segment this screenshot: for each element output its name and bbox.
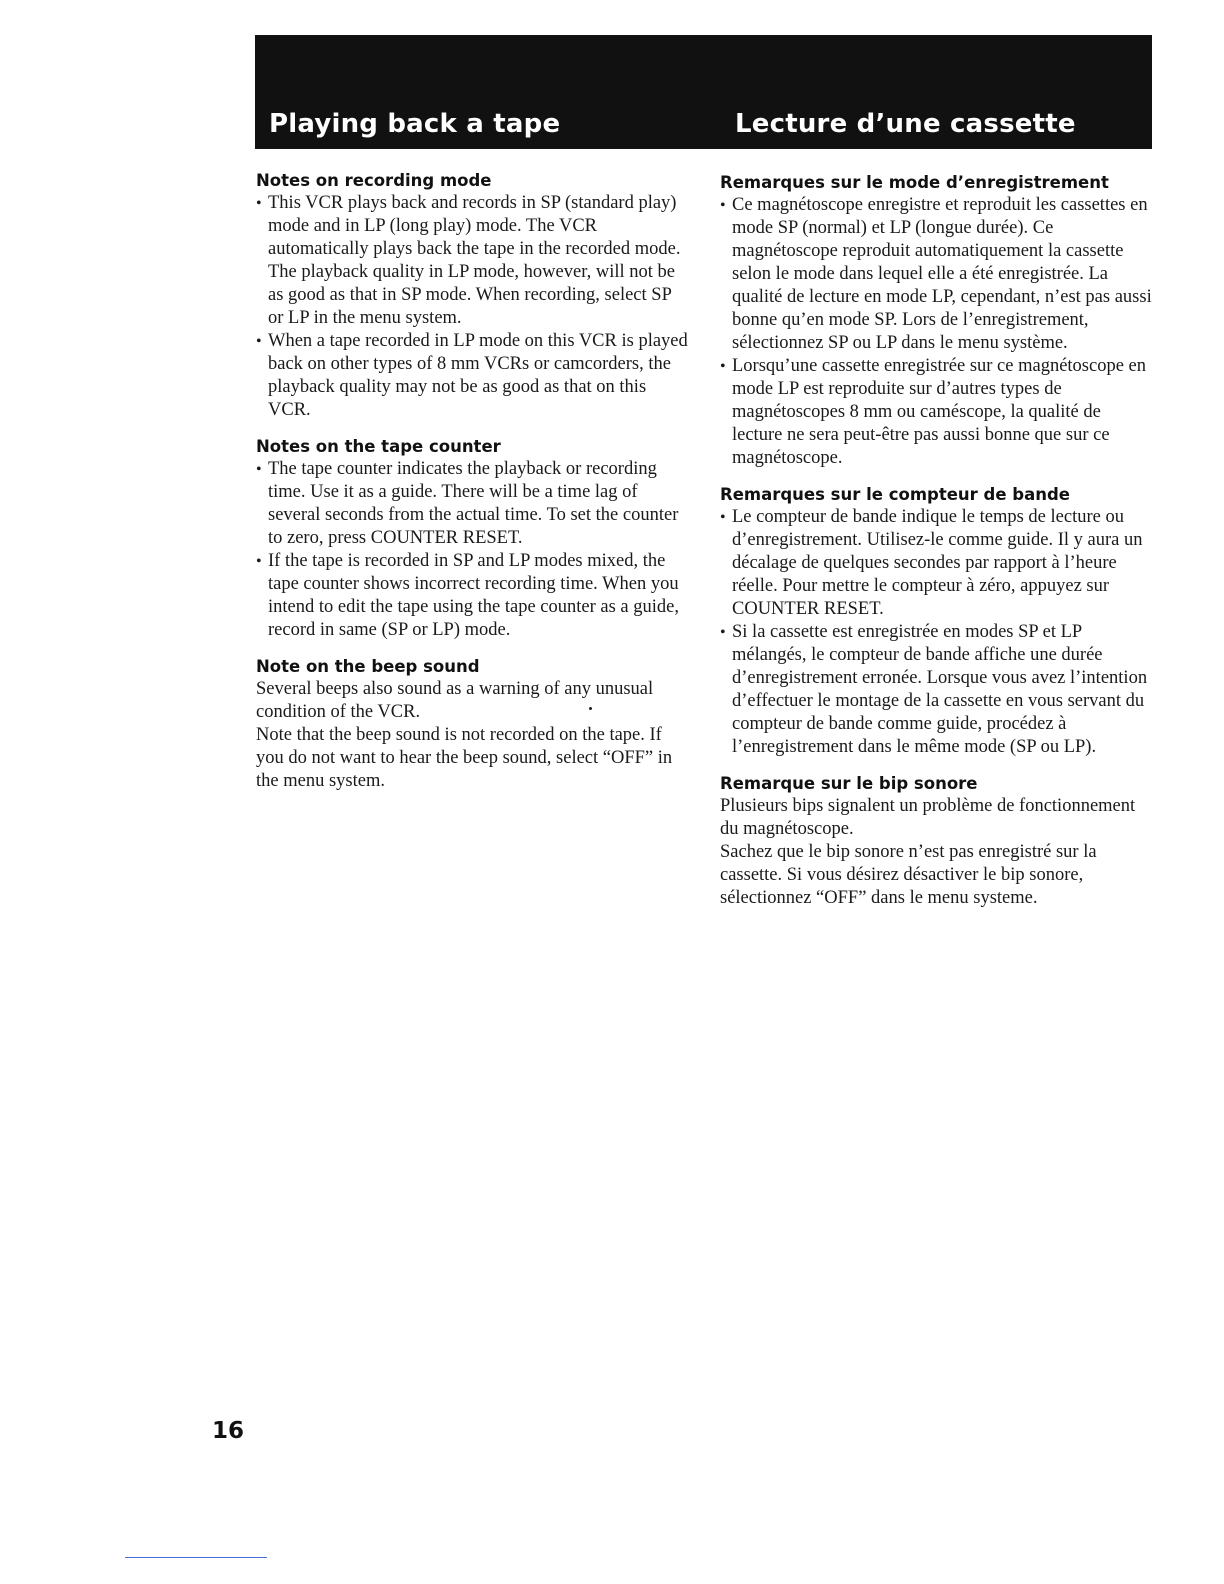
bullet-item: • Si la cassette est enregistrée en modes SP et LP mélangés, le compteur de bande affiche une durée d’enregistrement erronée. Lorsque vous avez l’intention d’effectuer le montage de la cassette en vous servant du compteur de bande comme guide, procédez à l’enregistrement dans le même mode (SP ou LP). <box>720 621 1152 759</box>
section-mode-enregistrement <box>720 172 1152 470</box>
bullet-list <box>256 192 688 422</box>
footer-rule <box>125 1557 267 1558</box>
paragraph: Plusieurs bips signalent un problème de fonctionnement du magnétoscope. <box>720 796 1136 839</box>
section-heading: Remarques sur le mode d’enregistrement <box>720 173 1109 192</box>
bullet-item: • This VCR plays back and records in SP (standard play) mode and in LP (long play) mode. The VCR automatically plays back the tape in the recorded mode. The playback quality in LP mode, however, will not be as good as that in SP mode. When recording, select SP or LP in the menu system. <box>256 192 688 330</box>
page-number: 16 <box>212 1418 245 1444</box>
section-compteur-de-bande <box>720 484 1152 759</box>
bullet-item: • Ce magnétoscope enregistre et reproduit les cassettes en mode SP (normal) et LP (longue durée). Ce magnétoscope reproduit automatiquement la cassette selon le mode dans lequel elle a été enregistrée. La qualité de lecture en mode LP, cependant, n’est pas aussi bonne qu’en mode SP. Lors de l’enregistrement, sélectionnez SP ou LP dans le menu système. <box>720 194 1152 355</box>
header-bar <box>255 35 1152 149</box>
section-tape-counter <box>256 436 688 642</box>
paragraph: Note that the beep sound is not recorded on the tape. If you do not want to hear the beep sound, select “OFF” in the menu system. <box>256 725 673 791</box>
section-recording-mode <box>256 170 688 422</box>
section-bip-sonore <box>720 773 1152 910</box>
french-column <box>720 170 1152 924</box>
bullet-list <box>720 506 1152 759</box>
section-beep-sound <box>256 656 688 793</box>
bullet-item: • When a tape recorded in LP mode on this VCR is played back on other types of 8 mm VCRs or camcorders, the playback quality may not be as good as that on this VCR. <box>256 330 688 422</box>
section-heading: Note on the beep sound <box>256 657 480 676</box>
bullet-item: • Lorsqu’une cassette enregistrée sur ce magnétoscope en mode LP est reproduite sur d’autres types de magnétoscopes 8 mm ou caméscope, la qualité de lecture ne sera peut-être pas aussi bonne que sur ce magnétoscope. <box>720 355 1152 470</box>
title-english: Playing back a tape <box>269 109 561 139</box>
bullet-item: • The tape counter indicates the playback or recording time. Use it as a guide. There will be a time lag of several seconds from the actual time. To set the counter to zero, press COUNTER RESET. <box>256 458 688 550</box>
english-column <box>256 170 688 807</box>
section-heading: Remarques sur le compteur de bande <box>720 485 1070 504</box>
bullet-list <box>720 194 1152 470</box>
section-heading: Remarque sur le bip sonore <box>720 774 978 793</box>
paragraph: Sachez que le bip sonore n’est pas enregistré sur la cassette. Si vous désirez désactiver le bip sonore, sélectionnez “OFF” dans le menu systeme. <box>720 842 1097 908</box>
title-french: Lecture d’une cassette <box>735 109 1076 139</box>
section-heading: Notes on the tape counter <box>256 437 501 456</box>
bullet-item: • If the tape is recorded in SP and LP modes mixed, the tape counter shows incorrect recording time. When you intend to edit the tape using the tape counter as a guide, record in same (SP or LP) mode. <box>256 550 688 642</box>
bullet-list <box>256 458 688 642</box>
bullet-item: • Le compteur de bande indique le temps de lecture ou d’enregistrement. Utilisez-le comme guide. Il y aura un décalage de quelques secondes par rapport à l’heure réelle. Pour mettre le compteur à zéro, appuyez sur COUNTER RESET. <box>720 506 1152 621</box>
scan-speck <box>589 707 592 710</box>
paragraph: Several beeps also sound as a warning of any unusual condition of the VCR. <box>256 679 654 722</box>
section-heading: Notes on recording mode <box>256 171 492 190</box>
